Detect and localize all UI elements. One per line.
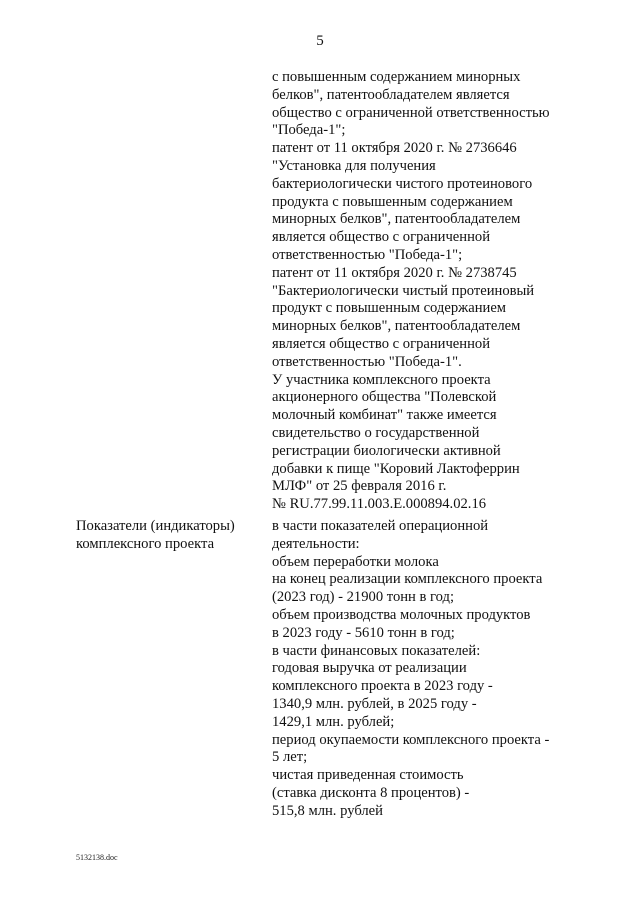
value-line: годовая выручка от реализации <box>272 660 467 677</box>
value-line: (2023 год) - 21900 тонн в год; <box>272 589 455 606</box>
text-line: минорных белков", патентообладателем <box>272 211 521 228</box>
text-line: МЛФ" от 25 февраля 2016 г. <box>272 478 447 495</box>
value-line: в части показателей операционной <box>272 518 489 534</box>
value-line: чистая приведенная стоимость <box>272 767 464 784</box>
text-line: У участника комплексного проекта <box>272 371 491 388</box>
text-line: "Победа-1"; <box>272 122 346 139</box>
indicators-value <box>272 518 622 821</box>
text-line: продукта с повышенным содержанием <box>272 193 513 210</box>
text-line: белков", патентообладателем является <box>272 86 510 103</box>
text-line: бактериологически чистого протеинового <box>272 175 533 192</box>
text-line: молочный комбинат" также имеется <box>272 407 497 424</box>
indicators-label <box>76 518 266 554</box>
value-line: деятельности: <box>272 535 360 552</box>
text-line: патент от 11 октября 2020 г. № 2738745 <box>272 264 517 281</box>
text-line: продукт с повышенным содержанием <box>272 300 507 317</box>
value-line: комплексного проекта в 2023 году - <box>272 678 493 695</box>
value-line: период окупаемости комплексного проекта - <box>272 731 550 748</box>
value-line: на конец реализации комплексного проекта <box>272 571 543 588</box>
continued-text-block <box>272 69 622 514</box>
value-line: 1429,1 млн. рублей; <box>272 713 395 730</box>
text-line: с повышенным содержанием минорных <box>272 69 521 85</box>
value-line: 515,8 млн. рублей <box>272 802 383 819</box>
text-line: № RU.77.99.11.003.Е.000894.02.16 <box>272 496 487 513</box>
text-line: патент от 11 октября 2020 г. № 2736646 <box>272 140 517 157</box>
value-line: объем производства молочных продуктов <box>272 606 531 623</box>
text-line: является общество с ограниченной <box>272 335 491 352</box>
value-line: 1340,9 млн. рублей, в 2025 году - <box>272 695 477 712</box>
value-line: (ставка дисконта 8 процентов) - <box>272 784 470 801</box>
document-filename: 5132138.doc <box>76 853 118 862</box>
text-line: является общество с ограниченной <box>272 229 491 246</box>
text-line: регистрации биологически активной <box>272 442 501 459</box>
text-line: общество с ограниченной ответственностью <box>272 104 550 121</box>
value-line: в 2023 году - 5610 тонн в год; <box>272 624 455 641</box>
text-line: ответственностью "Победа-1". <box>272 353 462 370</box>
text-line: ответственностью "Победа-1"; <box>272 246 463 263</box>
value-line: объем переработки молока <box>272 553 439 570</box>
value-line: в части финансовых показателей: <box>272 642 481 659</box>
text-line: свидетельство о государственной <box>272 424 480 441</box>
page-number: 5 <box>316 33 324 49</box>
value-line: 5 лет; <box>272 749 308 766</box>
label-line: комплексного проекта <box>76 535 215 552</box>
label-line: Показатели (индикаторы) <box>76 518 235 534</box>
text-line: "Установка для получения <box>272 157 436 174</box>
text-line: минорных белков", патентообладателем <box>272 318 521 335</box>
text-line: добавки к пище "Коровий Лактоферрин <box>272 460 520 477</box>
text-line: акционерного общества "Полевской <box>272 389 497 406</box>
text-line: "Бактериологически чистый протеиновый <box>272 282 535 299</box>
